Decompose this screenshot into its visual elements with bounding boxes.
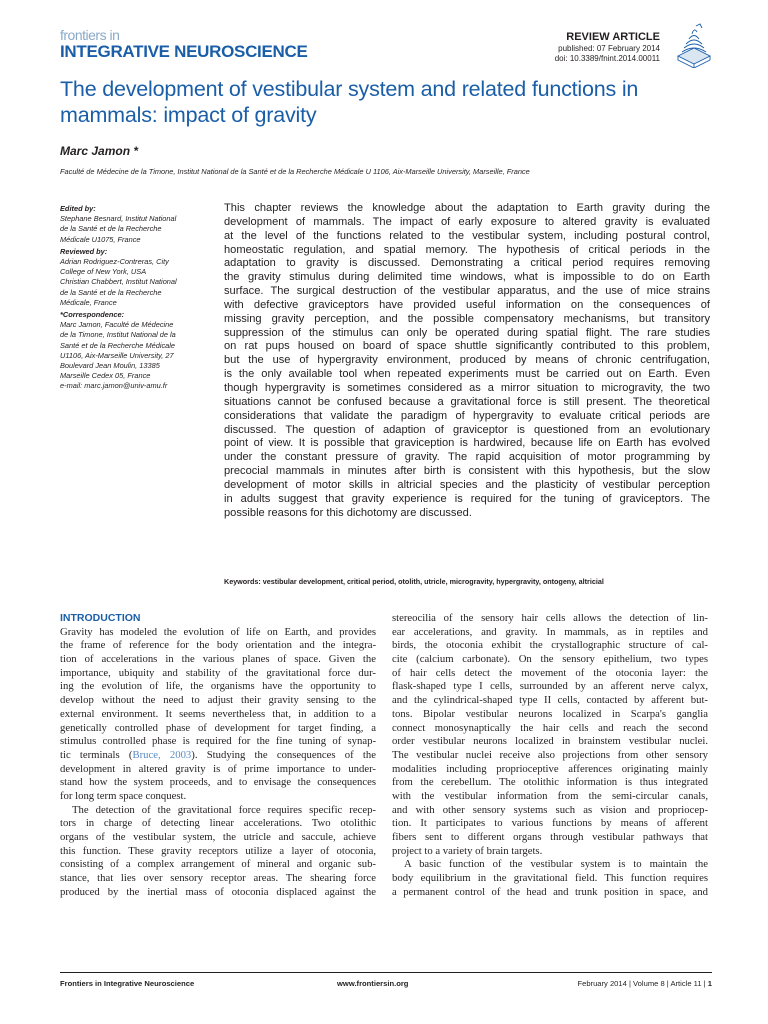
- abstract-line: possible reasons for this dichotomy are discussed.: [224, 506, 472, 519]
- journal-name-small: frontiers in: [60, 27, 120, 43]
- abstract-line: development of motor skills in altricial species and the plasticity of vestibular perception: [224, 478, 710, 491]
- body-line: tion. It participates to various functions by means of afferent: [392, 817, 708, 830]
- reviewed-by-line: Médicale, France: [60, 297, 117, 307]
- body-text: ). Studying the consequences of the: [191, 748, 376, 761]
- abstract-line: under the constant pressure of gravity. The rapid acquisition of motor programming by: [224, 451, 710, 464]
- body-line: tons. Bipolar vestibular neurons localized in Scarpa's ganglia: [392, 707, 708, 720]
- footer-website-link[interactable]: www.frontiersin.org: [337, 979, 409, 988]
- edited-by-line: Stephane Besnard, Institut National: [60, 214, 177, 224]
- abstract-line: is the only available tool when repeated experiments must be carried out on Earth. Even: [224, 368, 710, 381]
- body-line: stand how the system proceeds, and to envisage the consequences: [60, 776, 376, 789]
- abstract-line: development of mammals. The impact of early exposure to altered gravity is evaluated: [224, 215, 710, 228]
- body-line: a permanent control of the head and trunk position in space, and: [392, 885, 708, 898]
- body-line: The vestibular nuclei receive also projections from other sensory: [392, 748, 708, 761]
- abstract-line: but the use of hypergravity environment, produced by means of chronic centrifugation,: [224, 354, 710, 367]
- correspondence-email[interactable]: e-mail: marc.jamon@univ-amu.fr: [60, 381, 168, 391]
- body-line: stimulus controlled phase is required for the fine tuning of synap-: [60, 735, 376, 748]
- footer-issue-text: February 2014 | Volume 8 | Article 11 |: [577, 979, 708, 988]
- journal-name: INTEGRATIVE NEUROSCIENCE: [60, 42, 308, 61]
- section-heading-introduction: INTRODUCTION: [60, 612, 141, 624]
- body-text: tic terminals (: [60, 748, 133, 761]
- body-line: produced by the inertial mass of otoconia displaced against the: [60, 885, 376, 898]
- footer-divider: [60, 972, 712, 973]
- body-line: of hair cells detect the movement of the otoconia layer: the: [392, 666, 708, 679]
- abstract-line: point of view. It is possible that graviception is hardwired, because life on Earth has evolved: [224, 437, 710, 450]
- body-column-right: [392, 612, 708, 899]
- abstract-line: suppression of the stimulus can only be operated during spatial flight. The rare studies: [224, 326, 710, 339]
- correspondence-label: *Correspondence:: [60, 310, 125, 320]
- body-line: birds, the otoconia exhibit the crystallographic structure of cal-: [392, 639, 708, 652]
- article-type: REVIEW ARTICLE: [566, 31, 660, 43]
- abstract-line: discussed. The question of adaption of graviceptor is questioned from an evolutionary: [224, 423, 710, 436]
- body-line: A basic function of the vestibular system is to maintain the: [404, 858, 708, 871]
- correspondence-line: Santé et de la Recherche Médicale: [60, 340, 176, 350]
- body-line: ear accelerations, and gravity. In mammals, as in reptiles and: [392, 625, 708, 638]
- body-line: stance, that lies over sensory receptor areas. The shearing force: [60, 872, 376, 885]
- body-line: flask-shaped type I cells, surrounded by an afferent nerve calyx,: [392, 680, 708, 693]
- abstract-line: homeostatic regulation, and spatial memory. The hypothesis of critical periods in the: [224, 243, 710, 256]
- footer-issue-info: [577, 979, 712, 988]
- body-line: project to a variety of brain targets.: [392, 844, 543, 857]
- body-line: this function. These gravity receptors utilize a layer of otoconia,: [60, 844, 376, 857]
- abstract-line: with defective graviceptors have provided useful information on the consequences of: [224, 298, 710, 311]
- abstract-line: adaptation to gravity is discussed. Demonstrating a critical period requires removing: [224, 257, 710, 270]
- body-line: from the cerebellum. The otolithic information is thus integrated: [392, 776, 708, 789]
- body-line: external environment. It seems nevertheless that, in addition to a: [60, 707, 376, 720]
- edited-by-line: Médicale U1075, France: [60, 234, 141, 244]
- abstract-line: surface. The surgical destruction of the vestibular apparatus, and the use of mice strains: [224, 285, 710, 298]
- correspondence-line: Boulevard Jean Moulin, 13385: [60, 361, 160, 371]
- abstract-line: in adults suggest that gravity experience is required for the tuning of graviceptors. The: [224, 492, 710, 505]
- body-line: body equilibrium in the gravitational field. This function requires: [392, 872, 708, 885]
- body-line: tors in charge of detecting linear accelerations. Two otolithic: [60, 817, 376, 830]
- correspondence-line: U1106, Aix-Marseille University, 27: [60, 350, 174, 360]
- citation-link[interactable]: Bruce, 2003: [132, 748, 192, 761]
- reviewed-by-line: de la Santé et de la Recherche: [60, 287, 162, 297]
- body-line: connect monosynaptically the hair cells and reach the second: [392, 721, 708, 734]
- body-column-left: [60, 612, 376, 899]
- body-line: Gravity has modeled the evolution of life on Earth, and provides: [60, 625, 376, 638]
- body-line: development in altered gravity is of prime importance to under-: [60, 762, 376, 775]
- body-line: cite (calcium carbonate). On the sensory epithelium, two types: [392, 653, 708, 666]
- abstract-line: considerations that validate the paradigm of hypergravity to evaluate critical periods are: [224, 409, 710, 422]
- abstract-line: the gravity stimulus during delimited time windows, what is impossible to do on Earth: [224, 271, 710, 284]
- correspondence-line: Marc Jamon, Faculté de Médecine: [60, 320, 174, 330]
- author: Marc Jamon *: [60, 144, 139, 158]
- correspondence-line: Marseille Cedex 05, France: [60, 371, 151, 381]
- body-line: fibers sent to different organs through vestibular pathways that: [392, 831, 708, 843]
- body-line: consisting of a complex arrangement of mineral and organic sub-: [60, 858, 376, 871]
- edited-by-label: Edited by:: [60, 204, 96, 213]
- body-line-with-citation: [60, 749, 376, 763]
- published-date: published: 07 February 2014: [558, 44, 660, 53]
- body-line: develop without the need to adjust their gravity sensing to the: [60, 694, 376, 707]
- reviewed-by-line: Christian Chabbert, Institut National: [60, 277, 177, 287]
- body-line: and with other sensory systems such as vision and propriocep-: [392, 803, 708, 816]
- body-line: organs of the vestibular system, the utricle and saccule, achieve: [60, 831, 376, 843]
- abstract-line: though hypergravity is sometimes considered as a mirror situation to microgravity, the two: [224, 381, 710, 394]
- affiliation: Faculté de Médecine de la Timone, Institut National de la Santé et de la Recherche Médicale U 1106, Aix-Marseille University, Marseille, France: [60, 167, 530, 176]
- body-line: ing the evolution of life, the organisms have the opportunity to: [60, 680, 376, 693]
- body-line: tion of accelerations in the various planes of space. Given the: [60, 653, 376, 666]
- body-line: modalities including proprioceptive afferences originating mainly: [392, 762, 708, 775]
- keywords: Keywords: vestibular development, critical period, otolith, utricle, microgravity, hypergravity, ontogeny, altricial: [224, 577, 604, 586]
- body-line: order vestibular neurons localized in brainstem vestibular nuclei.: [392, 735, 708, 748]
- abstract-line: on rat pups housed on board of space shuttle significantly contributed to this problem,: [224, 340, 710, 353]
- body-line: stereocilia of the sensory hair cells allows the detection of lin-: [392, 612, 708, 624]
- body-line: for long term space conquest.: [60, 789, 187, 802]
- editorial-sidebar: [60, 204, 210, 392]
- footer-journal: Frontiers in Integrative Neuroscience: [60, 979, 195, 988]
- body-line: and the cylindrical-shaped type II cells, contacted by afferent but-: [392, 694, 708, 707]
- body-line: importance, ubiquity and stability of the gravitational force dur-: [60, 666, 376, 679]
- reviewed-by-label: Reviewed by:: [60, 246, 108, 256]
- reviewed-by-line: College of New York, USA: [60, 267, 147, 277]
- reviewed-by-line: Adrian Rodriguez-Contreras, City: [60, 257, 169, 267]
- body-line: The detection of the gravitational force requires specific recep-: [72, 803, 376, 816]
- doi: doi: 10.3389/fnint.2014.00011: [554, 54, 660, 63]
- body-line: the frame of reference for the body orientation and the integra-: [60, 639, 376, 652]
- edited-by-line: de la Santé et de la Recherche: [60, 224, 162, 234]
- abstract-line: situations cannot be confused because a gravitational force is still present. The theoretical: [224, 395, 710, 408]
- abstract: [224, 202, 710, 520]
- abstract-line: missing gravity perception, and the possible compensatory mechanisms, but transitory: [224, 312, 710, 325]
- abstract-line: precocial mammals in minutes after birth is consistent with this hypothesis, but the slow: [224, 465, 710, 478]
- abstract-line: at the level of the functions related to the vestibular system, including postural control,: [224, 229, 710, 242]
- abstract-line: This chapter reviews the knowledge about the adaptation to Earth gravity during the: [224, 202, 710, 214]
- body-line: genetically controlled phase of development for target finding, a: [60, 721, 376, 734]
- correspondence-line: de la Timone, Institut National de la: [60, 330, 176, 340]
- body-line: with the vestibular information from the semi-circular canals,: [392, 789, 708, 802]
- article-title: The development of vestibular system and related functions in mammals: impact of gravity: [60, 77, 639, 127]
- journal-logo-icon: [672, 22, 716, 68]
- page-number: 1: [707, 979, 712, 988]
